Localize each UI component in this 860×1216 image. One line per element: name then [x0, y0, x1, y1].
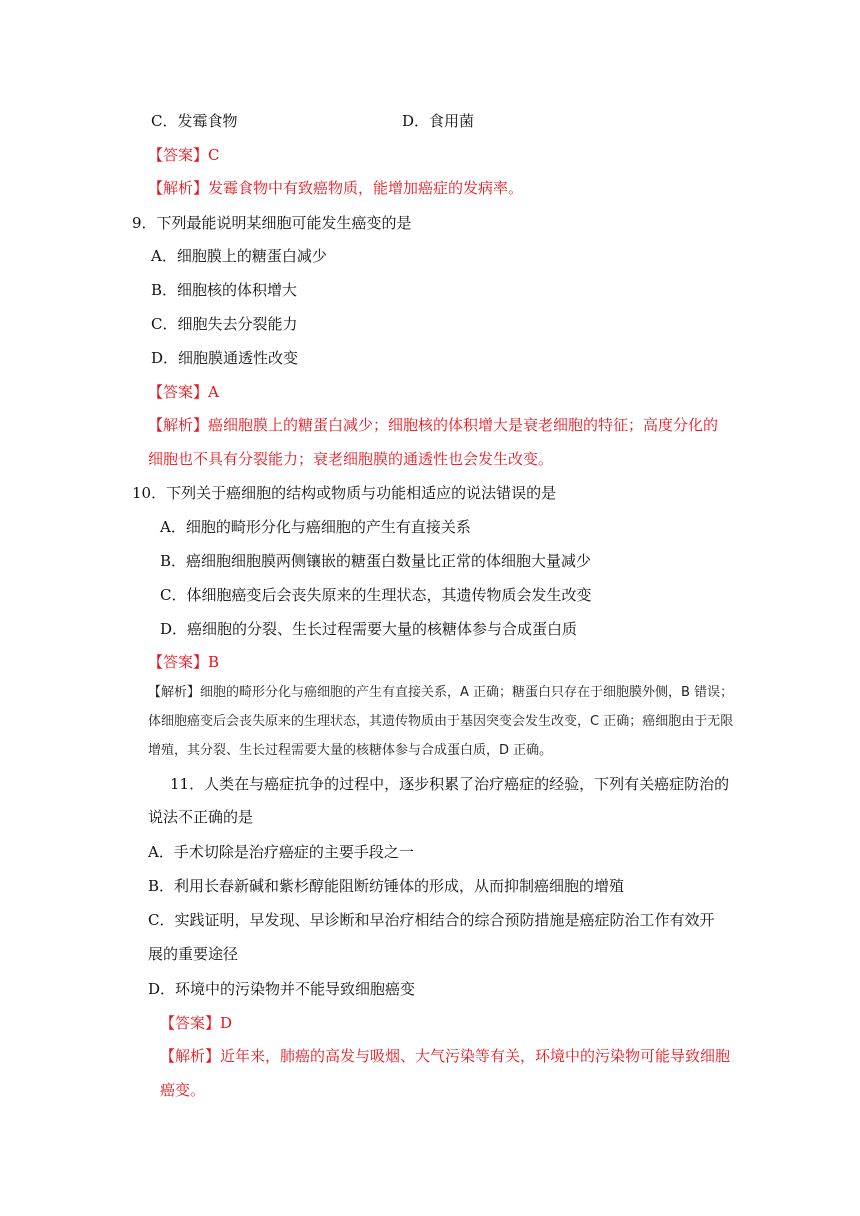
q10-analysis-line1: 【解析】细胞的畸形分化与癌细胞的产生有直接关系，A 正确；糖蛋白只存在于细胞膜外侧，B 错误；	[148, 685, 734, 700]
q11-answer	[160, 1012, 232, 1034]
q9-analysis-line1	[148, 414, 718, 436]
q9-option-a: A．细胞膜上的糖蛋白减少	[151, 247, 327, 265]
q11-question-line1: 11．人类在与癌症抗争的过程中，逐步积累了治疗癌症的经验，下列有关癌症防治的	[170, 775, 730, 793]
q10-option-d: D．癌细胞的分裂、生长过程需要大量的核糖体参与合成蛋白质	[160, 620, 578, 638]
q10-analysis-line2: 体细胞癌变后会丧失原来的生理状态，其遗传物质由于基因突变会发生改变，C 正确；癌细胞由于无限	[148, 714, 734, 729]
q11-option-d: D．环境中的污染物并不能导致细胞癌变	[148, 980, 416, 998]
answer-tag: 【答案】	[148, 383, 209, 401]
answer-value: A	[208, 383, 219, 401]
q8-answer	[148, 144, 220, 166]
q8-option-d: D．食用菌	[402, 112, 475, 130]
q9-option-b: B．细胞核的体积增大	[151, 281, 298, 299]
answer-value: D	[220, 1014, 233, 1032]
answer-tag: 【答案】	[148, 653, 209, 671]
q11-analysis-line2: 癌变。	[160, 1081, 206, 1099]
analysis-text: 癌细胞膜上的糖蛋白减少；细胞核的体积增大是衰老细胞的特征；高度分化的	[208, 416, 719, 434]
q10-option-c: C．体细胞癌变后会丧失原来的生理状态，其遗传物质会发生改变	[160, 586, 592, 604]
q11-option-c-line1: C．实践证明，早发现、早诊断和早治疗相结合的综合预防措施是癌症防治工作有效开	[148, 911, 715, 929]
answer-tag: 【答案】	[160, 1014, 221, 1032]
answer-tag: 【答案】	[148, 146, 209, 164]
analysis-tag: 【解析】	[148, 416, 209, 434]
answer-value: B	[208, 653, 220, 671]
q9-option-d: D．细胞膜通透性改变	[151, 349, 299, 367]
q11-analysis-line1	[160, 1045, 730, 1067]
q11-option-c-line2: 展的重要途径	[148, 945, 239, 963]
q8-analysis	[148, 177, 523, 199]
q8-option-c: C．发霉食物	[151, 112, 238, 130]
q10-option-a: A．细胞的畸形分化与癌细胞的产生有直接关系	[160, 518, 471, 536]
answer-value: C	[208, 146, 220, 164]
q10-question: 10．下列关于癌细胞的结构或物质与功能相适应的说法错误的是	[132, 484, 557, 502]
q10-analysis-line3: 增殖，其分裂、生长过程需要大量的核糖体参与合成蛋白质，D 正确。	[148, 743, 553, 758]
q11-question-line2: 说法不正确的是	[148, 808, 254, 826]
q9-answer	[148, 381, 219, 403]
analysis-text: 近年来，肺癌的高发与吸烟、大气污染等有关，环境中的污染物可能导致细胞	[220, 1047, 731, 1065]
q11-option-b: B．利用长春新碱和紫杉醇能阻断纺锤体的形成，从而抑制癌细胞的增殖	[148, 877, 625, 895]
q10-answer	[148, 651, 219, 673]
analysis-tag: 【解析】	[160, 1047, 221, 1065]
q9-question: 9．下列最能说明某细胞可能发生癌变的是	[132, 214, 412, 232]
analysis-tag: 【解析】	[148, 179, 209, 197]
q9-option-c: C．细胞失去分裂能力	[151, 315, 298, 333]
q10-option-b: B．癌细胞细胞膜两侧镶嵌的糖蛋白数量比正常的体细胞大量减少	[160, 552, 592, 570]
analysis-text: 发霉食物中有致癌物质，能增加癌症的发病率。	[208, 179, 524, 197]
q11-option-a: A．手术切除是治疗癌症的主要手段之一	[148, 843, 414, 861]
q9-analysis-line2: 细胞也不具有分裂能力；衰老细胞膜的通透性也会发生改变。	[148, 450, 554, 468]
